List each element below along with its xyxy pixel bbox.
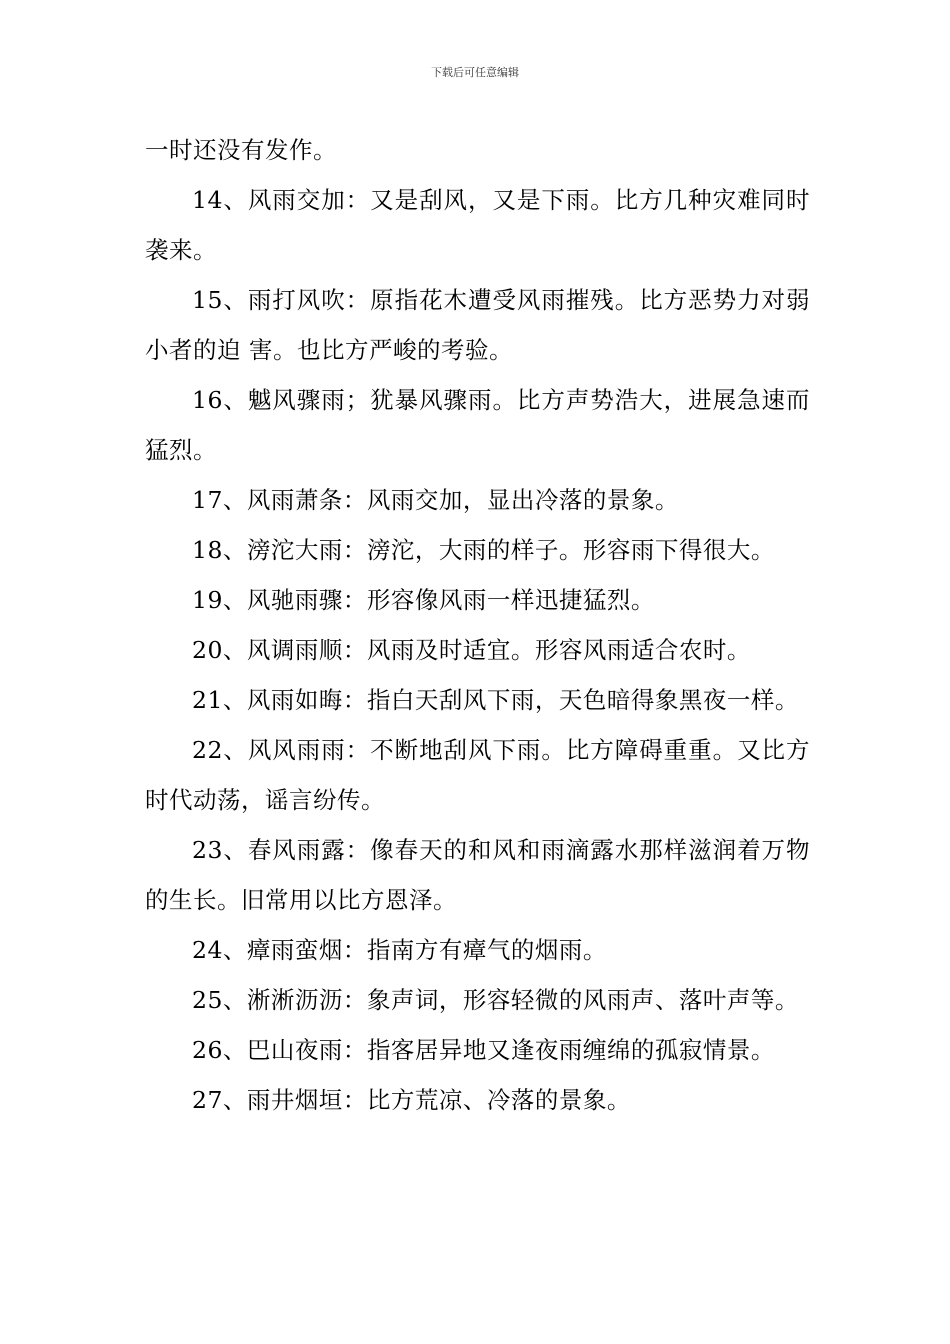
document-body	[145, 125, 810, 1125]
idiom-entry-27: 27、雨井烟垣：比方荒凉、冷落的景象。	[192, 1086, 631, 1114]
idiom-entry-17: 17、风雨萧条：风雨交加，显出冷落的景象。	[192, 486, 679, 514]
idiom-entry-24: 24、瘴雨蛮烟：指南方有瘴气的烟雨。	[192, 936, 607, 964]
idiom-entry-21: 21、风雨如晦：指白天刮风下雨，天色暗得象黑夜一样。	[192, 686, 799, 714]
idiom-entry-26: 26、巴山夜雨：指客居异地又逢夜雨缠绵的孤寂情景。	[192, 1036, 775, 1064]
idiom-entry-20: 20、风调雨顺：风雨及时适宜。形容风雨适合农时。	[192, 636, 751, 664]
idiom-entry-23: 23、春风雨露：像春天的和风和雨滴露水那样滋润着万物的生长。旧常用以比方恩泽。	[145, 836, 810, 914]
idiom-entry-14: 14、风雨交加：又是刮风，又是下雨。比方几种灾难同时袭来。	[145, 186, 810, 264]
page-header: 下载后可任意编辑	[431, 66, 519, 79]
idiom-entry-22: 22、风风雨雨：不断地刮风下雨。比方障碍重重。又比方时代动荡，谣言纷传。	[145, 736, 810, 814]
idiom-entry-15: 15、雨打风吹：原指花木遭受风雨摧残。比方恶势力对弱小者的迫 害。也比方严峻的考验。	[145, 286, 810, 364]
idiom-entry-16: 16、魆风骤雨；犹暴风骤雨。比方声势浩大，进展急速而猛烈。	[145, 386, 810, 464]
paragraph-continuation: 一时还没有发作。	[145, 136, 337, 164]
idiom-entry-25: 25、淅淅沥沥：象声词，形容轻微的风雨声、落叶声等。	[192, 986, 799, 1014]
idiom-entry-18: 18、滂沱大雨：滂沱，大雨的样子。形容雨下得很大。	[192, 536, 775, 564]
idiom-entry-19: 19、风驰雨骤：形容像风雨一样迅捷猛烈。	[192, 586, 655, 614]
